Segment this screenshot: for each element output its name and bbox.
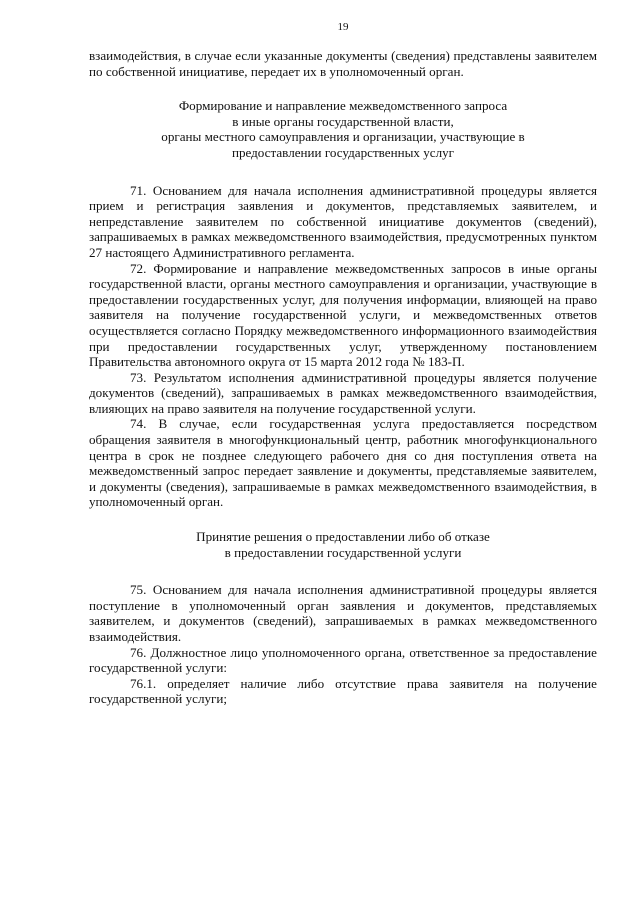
section-title-line: Принятие решения о предоставлении либо об отказе bbox=[196, 529, 490, 545]
spacer bbox=[89, 560, 597, 582]
intro-paragraph: взаимодействия, в случае если указанные документы (сведения) представлены заявителем по собственной инициативе, передает их в уполномоченный орган. bbox=[89, 48, 597, 79]
spacer bbox=[89, 510, 597, 529]
paragraph-76: 76. Должностное лицо уполномоченного органа, ответственное за предоставление государственной услуги: bbox=[89, 644, 597, 676]
paragraph-72: 72. Формирование и направление межведомственных запросов в иные органы государственной власти, органы местного самоуправления и организации, участвующие в предоставлении государственных услуг, для получения информации, влияющей на право заявителя на получение государственной услуги, и межведомственных ответов осуществляется согласно Порядку межведомственного информационного взаимодействия при предоставлении государственных услуг, утвержденному постановлением Правительства автономного округа от 15 марта 2012 года № 183-П. bbox=[89, 260, 597, 370]
section-title-line: в иные органы государственной власти, bbox=[232, 113, 454, 129]
section-title-interagency-request bbox=[89, 98, 597, 160]
section-title-line: органы местного самоуправления и организации, участвующие в bbox=[161, 129, 525, 145]
paragraph-75: 75. Основанием для начала исполнения административной процедуры является поступление в уполномоченный орган заявления и документов, представляемых заявителем, и документов (сведений), запрашиваемых в рамках межведомственного взаимодействия. bbox=[89, 582, 597, 644]
section-title-decision bbox=[89, 529, 597, 560]
section-title-line: Формирование и направление межведомственного запроса bbox=[178, 98, 508, 114]
page-number: 19 bbox=[337, 21, 349, 33]
section-title-line: в предоставлении государственной услуги bbox=[224, 544, 462, 560]
section-title-line: предоставлении государственных услуг bbox=[231, 144, 455, 160]
document-page bbox=[89, 18, 597, 707]
paragraph-71: 71. Основанием для начала исполнения административной процедуры является прием и регистрация заявления и документов, представляемых заявителем, и непредставление заявителем по собственной инициативе документов (сведений), запрашиваемых в рамках межведомственного взаимодействия, предусмотренных пунктом 27 настоящего Административного регламента. bbox=[89, 182, 597, 260]
spacer bbox=[89, 161, 597, 183]
spacer bbox=[89, 79, 597, 98]
paragraph-73: 73. Результатом исполнения административной процедуры является получение документов (сведений), запрашиваемых в рамках межведомственного взаимодействия, влияющих на право заявителя на получение государственной услуги. bbox=[89, 369, 597, 416]
paragraph-76-1: 76.1. определяет наличие либо отсутствие права заявителя на получение государственной услуги; bbox=[89, 675, 597, 707]
paragraph-74: 74. В случае, если государственная услуга предоставляется посредством обращения заявителя в многофункциональный центр, работник многофункционального центра в срок не позднее следующего рабочего дня со дня поступления ответа на межведомственный запрос передает заявление и документы, представляемые заявителем, и документы (сведения), запрашиваемые в рамках межведомственного взаимодействия, в уполномоченный орган. bbox=[89, 416, 597, 510]
